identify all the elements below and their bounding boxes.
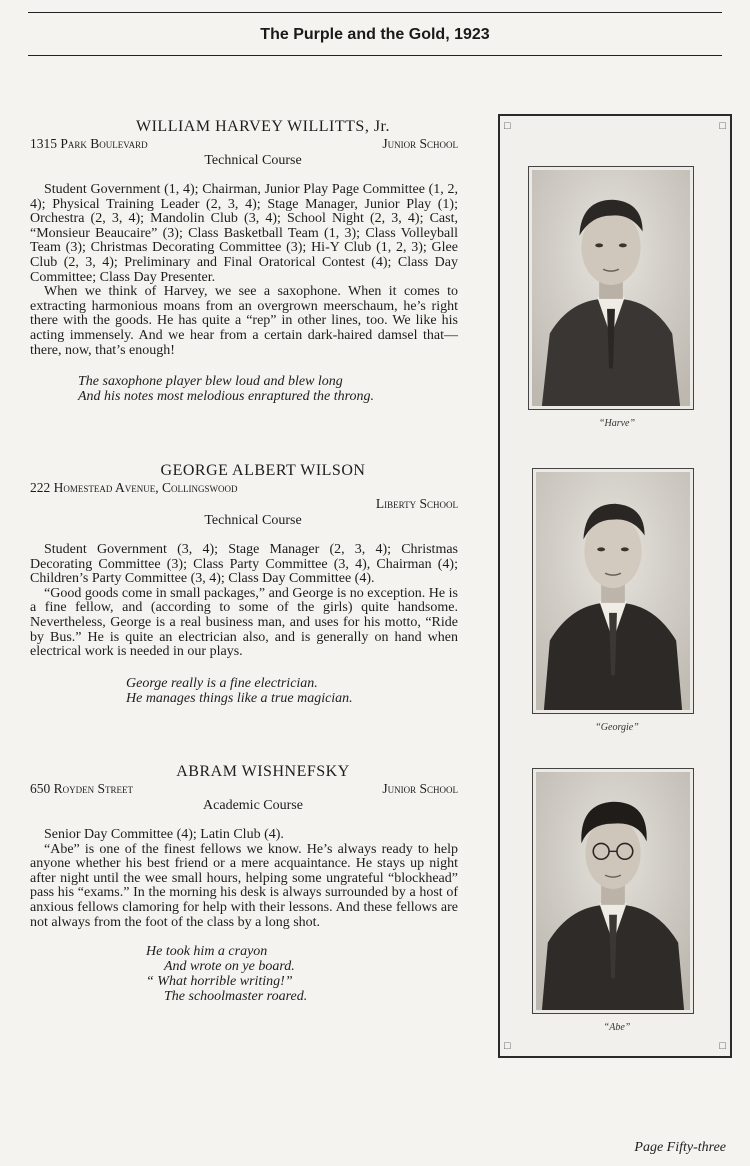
address-line <box>30 480 458 496</box>
student-name: WILLIAM HARVEY WILLITTS, Jr. <box>135 118 390 135</box>
verse-line: George really is a fine electrician. <box>126 675 318 691</box>
verse-line: He manages things like a true magician. <box>126 690 353 706</box>
verse-line: The schoolmaster roared. <box>164 989 308 1005</box>
corner-ornament-icon: □ <box>504 1040 511 1052</box>
student-entry-willitts <box>30 118 458 404</box>
description-text: “Abe” is one of the finest fellows we know. He’s always ready to help anyone whether his best friend or a mere acquaintance. He stays up night after night until the wee small hours, helping some ungrateful “blockhead” pass his “exams.” In the morning his desk is always surrounded by a host of anxious fellows clamoring for help with their lessons. And these fellows are not always from the foot of the class by a long shot. <box>30 841 458 930</box>
activities-text: Student Government (3, 4); Stage Manager (2, 3, 4); Christmas Decorating Committee (3); Class Party Committee (3, 4), Chairman (4); Children’s Party Committee (3, 4); Class Day Committee (4). <box>30 542 458 587</box>
portrait-photo <box>532 768 694 1014</box>
portrait-photo <box>528 166 694 410</box>
student-address: 222 Homestead Avenue, Collingswood <box>30 480 238 495</box>
portrait-caption: “Georgie” <box>595 722 639 733</box>
portrait-image <box>536 472 690 710</box>
top-rule <box>28 12 722 13</box>
student-name: ABRAM WISHNEFSKY <box>176 763 350 780</box>
header-bottom-rule <box>28 55 722 56</box>
photo-column <box>498 114 732 1058</box>
corner-ornament-icon: □ <box>504 120 511 132</box>
description-text: When we think of Harvey, we see a saxophone. When it comes to extracting harmonious moans from an overgrown meerschaum, he’s right there with the goods. He has quite a “rep” in other lines, too. We like his acting immensely. And we hear from a certain dark-haired damsel that—there, now, that’s enough! <box>30 284 458 358</box>
verse-line: The saxophone player blew loud and blew long <box>78 374 343 390</box>
student-entry-wilson <box>30 462 458 706</box>
student-school: Liberty School <box>375 496 458 511</box>
page-number: Page Fifty-three <box>634 1140 726 1155</box>
address-line <box>30 781 458 797</box>
portrait-image <box>536 772 690 1010</box>
student-name: GEORGE ALBERT WILSON <box>160 462 366 479</box>
portrait-caption: “Abe” <box>603 1022 631 1033</box>
student-course: Technical Course <box>204 153 302 168</box>
corner-ornament-icon: □ <box>719 1040 726 1052</box>
description-text: “Good goods come in small packages,” and George is no exception. He is a fine fellow, and (according to some of the girls) quite handsome. Nevertheless, George is a real business man, and uses for his motto, “Ride by Bus.” He is quite an electrician also, and is generally on hand when electrical work is needed in our plays. <box>30 585 458 660</box>
address-line <box>30 136 458 152</box>
student-course: Academic Course <box>203 798 303 813</box>
student-entry-wishnefsky <box>30 763 458 1004</box>
verse-line: And wrote on ye board. <box>164 959 295 975</box>
activities-text: Student Government (1, 4); Chairman, Junior Play Page Committee (1, 2, 4); Physical Training Leader (2, 3, 4); Stage Manager, Junior Play (1); Orchestra (2, 3, 4); Mandolin Club (3, 4); School Night (2, 3, 4); Cast, “Monsieur Beaucaire” (3); Class Basketball Team (1, 3); Class Volleyball Team (3); Christmas Decorating Committee (3); Hi-Y Club (1, 2, 3); Glee Club (2, 3, 4); Preliminary and Final Oratorical Contest (4); Class Day Committee; Class Day Presenter. <box>30 182 458 285</box>
page-header-title: The Purple and the Gold, 1923 <box>260 26 490 43</box>
corner-ornament-icon: □ <box>719 120 726 132</box>
student-bio <box>30 828 458 930</box>
student-verse <box>30 676 458 706</box>
verse-line: “ What horrible writing!” <box>146 974 293 990</box>
student-school: Junior School <box>382 136 458 151</box>
student-school: Junior School <box>382 781 458 796</box>
verse-line: He took him a crayon <box>146 944 268 960</box>
activities-text: Senior Day Committee (4); Latin Club (4). <box>44 827 284 842</box>
student-bio <box>30 543 458 660</box>
student-verse <box>30 944 458 1004</box>
verse-line: And his notes most melodious enraptured the throng. <box>78 389 375 405</box>
portrait-caption: “Harve” <box>598 418 636 429</box>
student-address: 650 Royden Street <box>30 781 134 796</box>
student-bio <box>30 183 458 358</box>
portrait-image <box>532 170 690 406</box>
student-verse <box>30 374 458 404</box>
student-course: Technical Course <box>204 513 302 528</box>
portrait-photo <box>532 468 694 714</box>
student-address: 1315 Park Boulevard <box>30 136 148 151</box>
